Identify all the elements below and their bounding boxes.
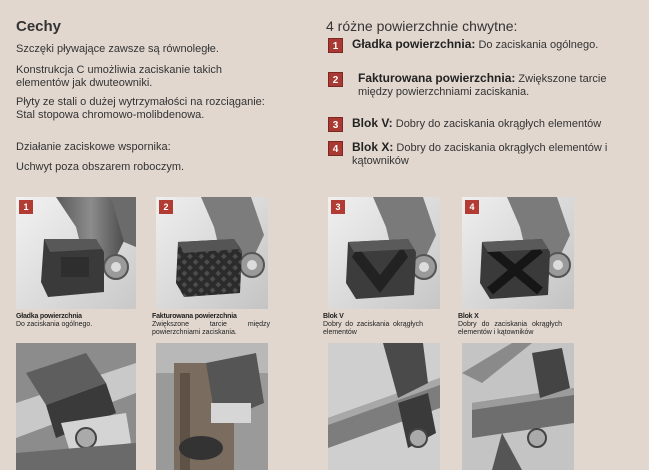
- photo-textured-jaw: [156, 197, 268, 309]
- caption-desc: Dobry do zaciskania okrągłych elementów i kątowników: [458, 321, 562, 336]
- feature-floating-jaws: Szczęki pływające zawsze są równoległe.: [16, 43, 219, 55]
- photo-smooth-jaw: [16, 197, 136, 309]
- photo-smooth-in-use: [16, 343, 136, 470]
- surface-number-badge: 2: [328, 72, 343, 87]
- clamp-v-block-use-illustration: [328, 343, 440, 470]
- feature-steel-plates: Płyty ze stali o dużej wytrzymałości na rozciąganie: Stal stopowa chromowo-molibdenowa.: [16, 96, 265, 121]
- photo-v-block-jaw: [328, 197, 440, 309]
- photo-x-block-in-use: [462, 343, 574, 470]
- caption-smooth: [16, 313, 136, 329]
- photo-x-block-jaw: [462, 197, 574, 309]
- caption-desc: Do zaciskania ogólnego.: [16, 321, 93, 328]
- surface-number-badge: 4: [328, 141, 343, 156]
- surface-item-v-block: [328, 117, 640, 131]
- photo-v-block-in-use: [328, 343, 440, 470]
- caption-desc: Zwiększone tarcie między powierzchniami zaciskania.: [152, 321, 270, 336]
- surface-item-smooth: [328, 38, 640, 52]
- clamp-smooth-use-illustration: [16, 343, 136, 470]
- surfaces-heading: 4 różne powierzchnie chwytne:: [326, 18, 518, 34]
- photo-number-badge: 1: [19, 200, 33, 214]
- caption-title: Blok V: [323, 313, 344, 320]
- jaw-smooth-illustration: [16, 197, 136, 309]
- caption-x-block: [458, 313, 562, 337]
- surface-name: Gładka powierzchnia:: [352, 37, 476, 51]
- caption-title: Gładka powierzchnia: [16, 313, 82, 320]
- caption-v-block: [323, 313, 423, 337]
- surface-number-badge: 1: [328, 38, 343, 53]
- surface-desc: Do zaciskania ogólnego.: [478, 39, 599, 51]
- feature-handle: Uchwyt poza obszarem roboczym.: [16, 161, 185, 173]
- surface-number-badge: 3: [328, 117, 343, 132]
- features-heading: Cechy: [16, 18, 62, 35]
- clamp-x-block-use-illustration: [462, 343, 574, 470]
- feature-c-construction: Konstrukcja C umożliwia zaciskanie takich elementów jak dwuteowniki.: [16, 64, 223, 89]
- caption-title: Blok X: [458, 313, 479, 320]
- feature-clamping-action: Działanie zaciskowe wspornika:: [16, 141, 171, 153]
- surface-desc: Dobry do zaciskania okrągłych elementów i kątowników: [352, 142, 608, 167]
- surface-desc: Zwiększone tarcie między powierzchniami zaciskania.: [358, 73, 607, 98]
- photo-number-badge: 4: [465, 200, 479, 214]
- photo-number-badge: 2: [159, 200, 173, 214]
- surface-name: Fakturowana powierzchnia:: [358, 71, 516, 85]
- caption-title: Fakturowana powierzchnia: [152, 313, 237, 320]
- caption-desc: Dobry do zaciskania okrągłych elementów: [323, 321, 423, 336]
- surface-desc: Dobry do zaciskania okrągłych elementów: [395, 118, 602, 130]
- surface-name: Blok V:: [352, 116, 393, 130]
- photo-number-badge: 3: [331, 200, 345, 214]
- surface-item-textured: [328, 72, 640, 99]
- photo-textured-in-use: [156, 343, 268, 470]
- caption-textured: [152, 313, 270, 337]
- surface-name: Blok X:: [352, 140, 394, 154]
- surface-item-x-block: [328, 141, 640, 168]
- clamp-textured-use-illustration: [156, 343, 268, 470]
